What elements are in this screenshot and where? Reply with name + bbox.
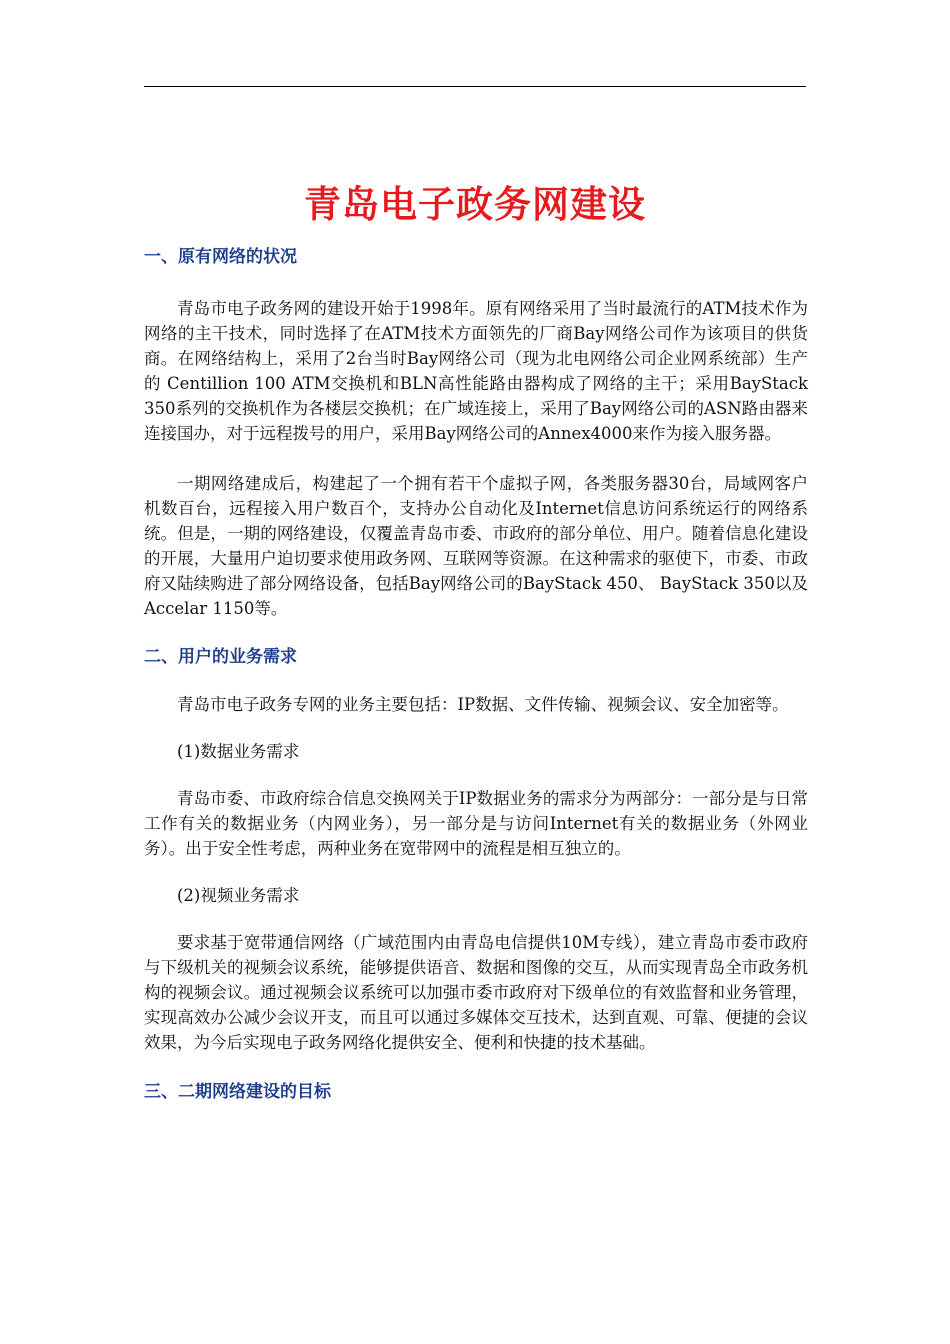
section-heading-1: 一、原有网络的状况 xyxy=(144,247,297,267)
subsection-text-data: 青岛市委、市政府综合信息交换网关于IP数据业务的需求分为两部分：一部分是与日常工作有关的数据业务（内网业务），另一部分是与访问Internet有关的数据业务（外网业务）。出于安全性考虑，两种业务在宽带网中的流程是相互独立的。 xyxy=(144,789,808,858)
header-rule xyxy=(144,86,806,87)
subsection-text-video: 要求基于宽带通信网络（广域范围内由青岛电信提供10M专线），建立青岛市委市政府与下级机关的视频会议系统，能够提供语音、数据和图像的交互，从而实现青岛全市政务机构的视频会议。通过视频会议系统可以加强市委市政府对下级单位的有效监督和业务管理，实现高效办公减少会议开支，而且可以通过多媒体交互技术，达到直观、可靠、便捷的会议效果，为今后实现电子政务网络化提供安全、便利和快捷的技术基础。 xyxy=(144,933,808,1052)
document-body xyxy=(144,244,808,1105)
section-heading-3: 三、二期网络建设的目标 xyxy=(144,1082,331,1102)
section-1-paragraph-1: 青岛市电子政务网的建设开始于1998年。原有网络采用了当时最流行的ATM技术作为网络的主干技术，同时选择了在ATM技术方面领先的厂商Bay网络公司作为该项目的供货商。在网络结构上，采用了2台当时Bay网络公司（现为北电网络公司企业网系统部）生产的 Centillion 100 ATM交换机和BLN高性能路由器构成了网络的主干；采用BayStack 350系列的交换机作为各楼层交换机；在广域连接上，采用了Bay网络公司的ASN路由器来连接国办，对于远程拨号的用户，采用Bay网络公司的Annex4000来作为接入服务器。 xyxy=(144,299,808,443)
section-2-intro: 青岛市电子政务专网的业务主要包括：IP数据、文件传输、视频会议、安全加密等。 xyxy=(177,695,789,714)
document-title: 青岛电子政务网建设 xyxy=(304,183,646,226)
section-heading-2: 二、用户的业务需求 xyxy=(144,647,297,667)
subsection-label-data: (1)数据业务需求 xyxy=(177,742,300,761)
subsection-label-video: (2)视频业务需求 xyxy=(177,886,300,905)
section-1-paragraph-2: 一期网络建成后，构建起了一个拥有若干个虚拟子网，各类服务器30台，局域网客户机数百台，远程接入用户数百个，支持办公自动化及Internet信息访问系统运行的网络系统。但是，一期的网络建设，仅覆盖青岛市委、市政府的部分单位、用户。随着信息化建设的开展，大量用户迫切要求使用政务网、互联网等资源。在这种需求的驱使下，市委、市政府又陆续购进了部分网络设备，包括Bay网络公司的BayStack 450、 BayStack 350以及Accelar 1150等。 xyxy=(144,474,808,618)
